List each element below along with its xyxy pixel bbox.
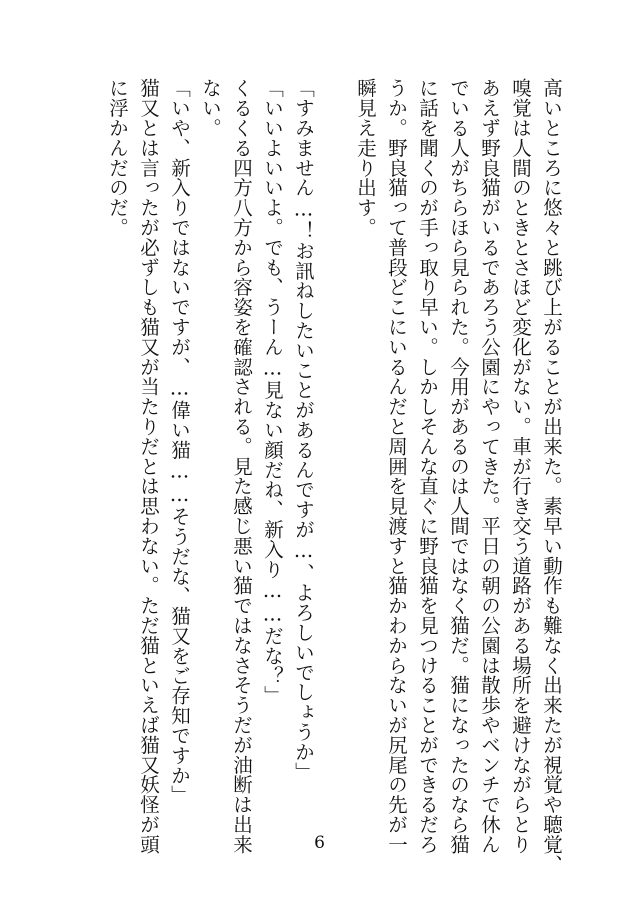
text-line: 高いところに悠々と跳び上がることが出来た。素早い動作も難なく出来たが視覚や聴覚、 xyxy=(540,78,563,874)
text-line: あえず野良猫がいるであろう公園にやってきた。平日の朝の公園は散歩やベンチで休ん xyxy=(478,78,501,855)
text-line: 瞬見え走り出す。 xyxy=(354,78,377,238)
text-line: うか。野良猫って普段どこにいるんだと周囲を見渡すと猫かわからないが尻尾の先が一 xyxy=(385,78,408,855)
text-line: 「いや、新入りではないですが、…偉い猫……そうだな、猫又をご存知ですか」 xyxy=(168,78,191,805)
text-line: 「すみません…！お訊ねしたいことがあるんですが…、よろしいでしょうか」 xyxy=(292,78,315,782)
text-line: 猫又とは言ったが必ずしも猫又が当たりだとは思わない。ただ猫といえば猫又妖怪が頭 xyxy=(137,78,160,855)
text-line: でいる人がちらほら見られた。今用があるのは人間ではなく猫だ。猫になったのなら猫 xyxy=(447,78,470,855)
text-line: ない。 xyxy=(199,78,222,138)
text-line: に浮かんだのだ。 xyxy=(106,78,129,238)
text-line: に話を聞くのが手っ取り早い。しかしそんな直ぐに野良猫を見つけることができるだろ xyxy=(416,78,439,855)
page-number: 6 xyxy=(314,833,325,853)
blank-line xyxy=(319,78,350,808)
text-line: くるくる四方八方から容姿を確認される。見た感じ悪い猫ではなさそうだが油断は出来 xyxy=(230,78,253,855)
body-text xyxy=(102,78,567,874)
text-line: 嗅覚は人間のときとさほど変化がない。車が行き交う道路がある場所を避けながらとり xyxy=(509,78,532,855)
text-line: 「いいよいいよ。でも、うーん…見ない顔だね、新入り……だな？」 xyxy=(261,78,284,706)
